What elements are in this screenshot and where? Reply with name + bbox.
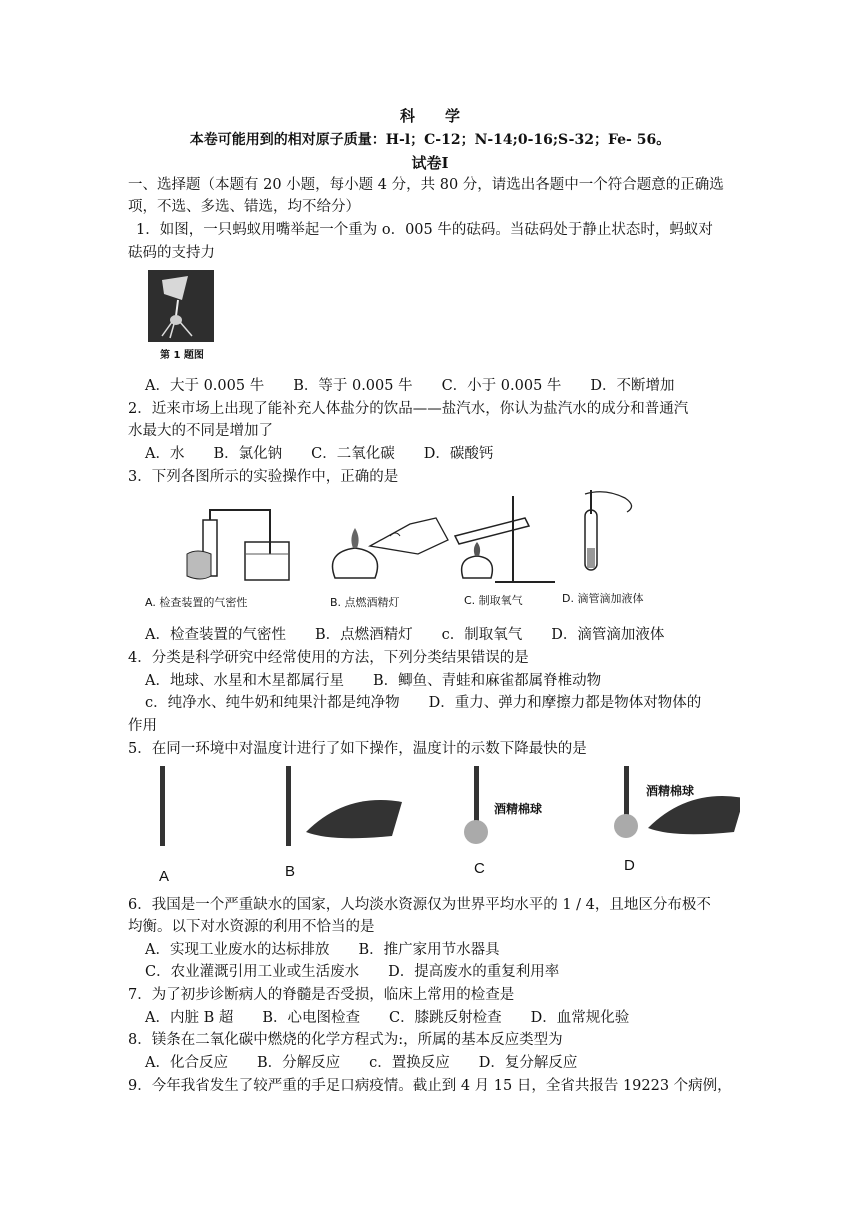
q5-thermometer-figure	[140, 762, 740, 872]
q1-options: A．大于 0.005 牛 B．等于 0.005 牛 C．小于 0.005 牛 D．不断增加	[145, 378, 675, 394]
paper-heading: 试卷Ⅰ	[411, 154, 449, 172]
q6-options-cd: C．农业灌溉引用工业或生活废水 D．提高废水的重复利用率	[145, 964, 560, 980]
q1-stem-line1: 1．如图，一只蚂蚁用嘴举起一个重为 o．005 牛的砝码。当砝码处于静止状态时，蚂蚁对	[136, 222, 713, 238]
q5-stem: 5．在同一环境中对温度计进行了如下操作，温度计的示数下降最快的是	[128, 741, 587, 757]
q9-stem-line1: 9．今年我省发生了较严重的手足口病疫情。截止到 4 月 15 日，全省共报告 19223 个病例，	[128, 1078, 732, 1094]
q2-stem-line2: 水最大的不同是增加了	[128, 423, 273, 439]
q5-label-c: C	[474, 860, 485, 877]
q1-stem-line2: 砝码的支持力	[128, 245, 215, 261]
section-instructions-line2: 项，不选、多选、错选，均不给分）	[128, 199, 360, 215]
q8-options: A．化合反应 B．分解反应 c．置换反应 D．复分解反应	[145, 1055, 578, 1071]
q2-stem-line1: 2．近来市场上出现了能补充人体盐分的饮品——盐汽水，你认为盐汽水的成分和普通汽	[128, 401, 689, 417]
q5-label-b: B	[285, 863, 296, 880]
q3-stem: 3．下列各图所示的实验操作中，正确的是	[128, 469, 399, 485]
q3-fig-label-c: C. 制取氧气	[464, 594, 523, 607]
q7-options: A．内脏 B 超 B．心电图检查 C．膝跳反射检查 D．血常规化验	[145, 1010, 630, 1026]
q5-label-d: D	[624, 857, 635, 874]
q5-cotton-label-d: 酒精棉球	[646, 784, 695, 798]
q3-lab-figure	[145, 490, 735, 610]
q2-options: A．水 B．氯化钠 C．二氧化碳 D．碳酸钙	[145, 446, 494, 462]
q3-options: A．检查装置的气密性 B．点燃酒精灯 c．制取氧气 D．滴管滴加液体	[145, 627, 665, 643]
q7-stem: 7．为了初步诊断病人的脊髓是否受损，临床上常用的检查是	[128, 987, 515, 1003]
q6-stem-line2: 均衡。以下对水资源的利用不恰当的是	[128, 919, 375, 935]
page-title: 科 学	[399, 107, 460, 125]
q3-fig-label-d: D. 滴管滴加液体	[562, 592, 644, 605]
q6-stem-line1: 6．我国是一个严重缺水的国家，人均淡水资源仅为世界平均水平的 1 / 4，且地区分布极不	[128, 897, 711, 913]
q6-options-ab: A．实现工业废水的达标排放 B．推广家用节水器具	[145, 942, 500, 958]
atomic-mass-note: 本卷可能用到的相对原子质量：H-l；C-12；N-14;0-16;S-32；Fe- 56。	[189, 132, 671, 148]
q5-cotton-label-c: 酒精棉球	[494, 802, 543, 816]
q4-options-ab: A．地球、水星和木星都属行星 B．鲫鱼、青蛙和麻雀都属脊椎动物	[145, 673, 602, 689]
q4-stem: 4．分类是科学研究中经常使用的方法，下列分类结果错误的是	[128, 650, 529, 666]
q4-options-cd: c．纯净水、纯牛奶和纯果汁都是纯净物 D．重力、弹力和摩擦力都是物体对物体的	[145, 695, 702, 711]
section-instructions-line1: 一、选择题（本题有 20 小题，每小题 4 分，共 80 分，请选出各题中一个符合题意的正确选	[128, 177, 724, 193]
q3-fig-label-a: A. 检查装置的气密性	[145, 596, 248, 609]
q4-options-cd-cont: 作用	[128, 718, 157, 734]
q5-label-a: A	[159, 868, 170, 885]
ant-lifting-weight-image	[148, 270, 214, 342]
q3-fig-label-b: B. 点燃酒精灯	[330, 596, 400, 609]
q8-stem: 8．镁条在二氧化碳中燃烧的化学方程式为:，所属的基本反应类型为	[128, 1032, 563, 1048]
q1-figure-caption: 第 1 题图	[160, 350, 204, 361]
